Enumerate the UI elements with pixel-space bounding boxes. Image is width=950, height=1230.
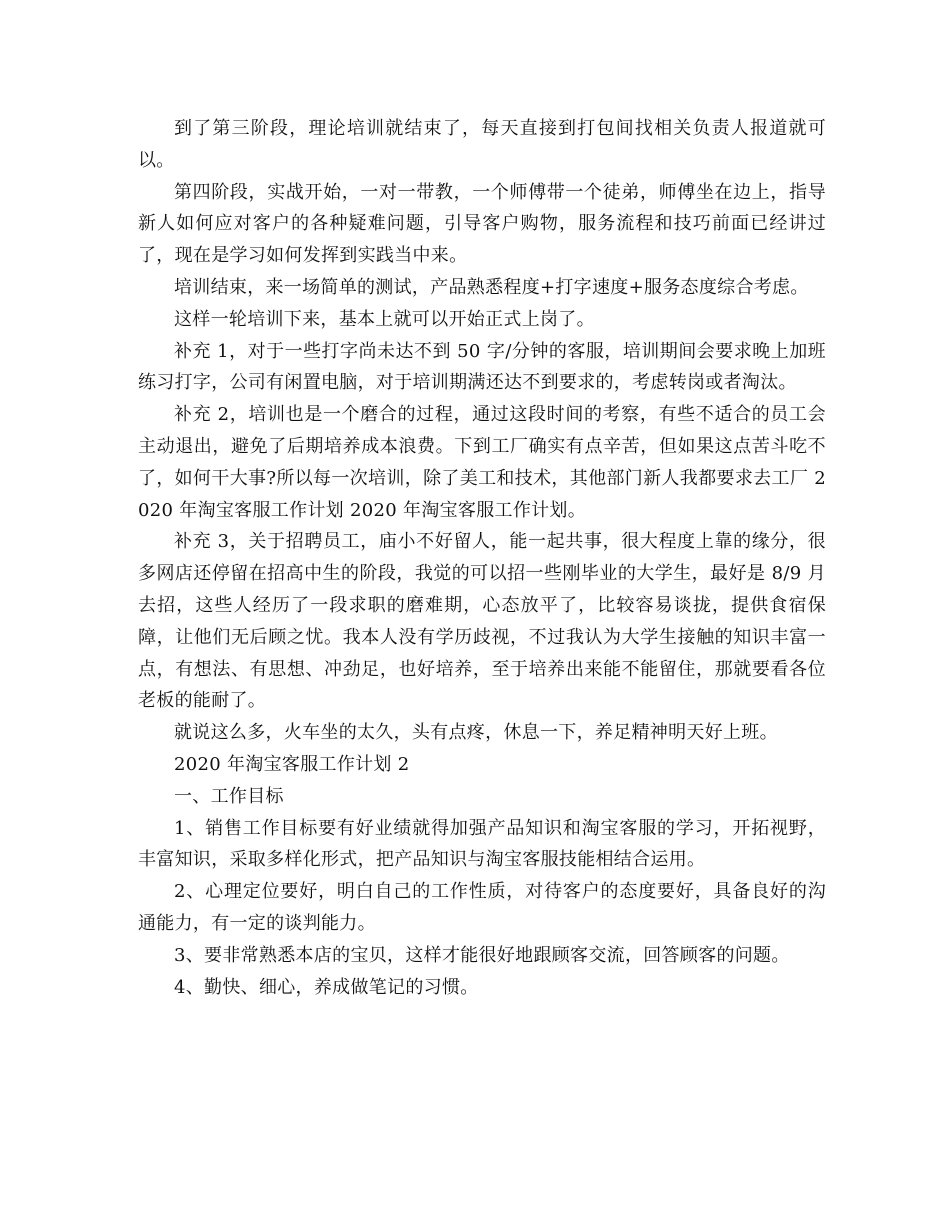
paragraph: 补充 1，对于一些打字尚未达不到 50 字/分钟的客服，培训期间会要求晚上加班练习打字，公司有闲置电脑，对于培训期满还达不到要求的，考虑转岗或者淘汰。	[138, 340, 826, 394]
list-item: 3、要非常熟悉本店的宝贝，这样才能很好地跟顾客交流，回答顾客的问题。	[174, 944, 790, 966]
list-item: 4、勤快、细心，养成做笔记的习惯。	[174, 976, 479, 998]
paragraph: 补充 3，关于招聘员工，庙小不好留人，能一起共事，很大程度上靠的缘分，很多网店还停留在招高中生的阶段，我觉的可以招一些刚毕业的大学生，最好是 8/9 月去招，这些人经历了一段求职的磨难期，心态放平了，比较容易谈拢，提供食宿保障，让他们无后顾之忧。我本人没有学历歧视，不过我认为大学生接触的知识丰富一点，有想法、有思想、冲劲足，也好培养，至于培养出来能不能留住，那就要看各位老板的能耐了。	[138, 531, 826, 712]
list-item: 2、心理定位要好，明白自己的工作性质，对待客户的态度要好，具备良好的沟通能力，有一定的谈判能力。	[138, 881, 826, 934]
paragraph: 就说这么多，火车坐的太久，头有点疼，休息一下，养足精神明天好上班。	[174, 722, 778, 744]
paragraph: 培训结束，来一场简单的测试，产品熟悉程度+打字速度+服务态度综合考虑。	[174, 276, 809, 298]
section-title: 2020 年淘宝客服工作计划 2	[174, 753, 410, 775]
paragraph: 这样一轮培训下来，基本上就可以开始正式上岗了。	[174, 308, 595, 330]
paragraph: 到了第三阶段，理论培训就结束了，每天直接到打包间找相关负责人报道就可以。	[138, 118, 826, 171]
paragraph: 第四阶段，实战开始，一对一带教，一个师傅带一个徒弟，师傅坐在边上，指导新人如何应对客户的各种疑难问题，引导客户购物，服务流程和技巧前面已经讲过了，现在是学习如何发挥到实践当中来。	[138, 181, 826, 267]
paragraph: 补充 2，培训也是一个磨合的过程，通过这段时间的考察，有些不适合的员工会主动退出，避免了后期培养成本浪费。下到工厂确实有点辛苦，但如果这点苦斗吃不了，如何干大事?所以每一次培训，除了美工和技术，其他部门新人我都要求去工厂 2020 年淘宝客服工作计划 2020 年淘宝客服工作计划。	[138, 404, 826, 521]
list-item: 1、销售工作目标要有好业绩就得加强产品知识和淘宝客服的学习，开拓视野，丰富知识，采取多样化形式，把产品知识与淘宝客服技能相结合运用。	[138, 817, 826, 871]
section-heading: 一、工作目标	[174, 785, 284, 807]
document-page	[138, 113, 826, 1003]
